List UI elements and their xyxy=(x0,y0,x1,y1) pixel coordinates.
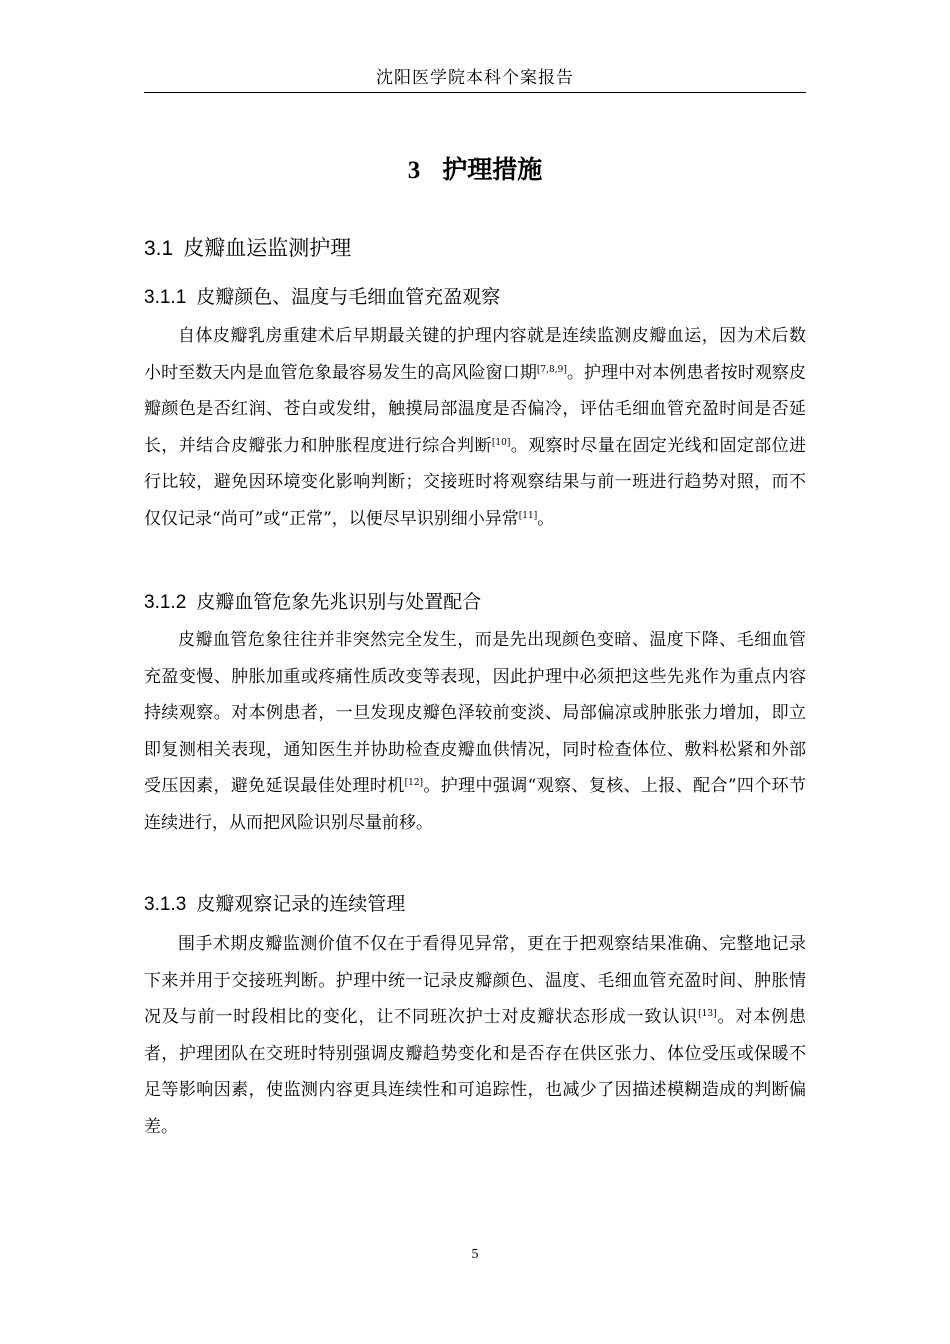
section-heading-3-1 xyxy=(144,232,351,262)
citation: [7,8,9] xyxy=(536,364,567,375)
paragraph-3-1-1: 自体皮瓣乳房重建术后早期最关键的护理内容就是连续监测皮瓣血运，因为术后数小时至数天内是血管危象最容易发生的高风险窗口期[7,8,9]。护理中对本例患者按时观察皮瓣颜色是否红润、苍白或发绀，触摸局部温度是否偏冷，评估毛细血管充盈时间是否延长，并结合皮瓣张力和肿胀程度进行综合判断[10]。观察时尽量在固定光线和固定部位进行比较，避免因环境变化影响判断；交接班时将观察结果与前一班进行趋势对照，而不仅仅记录“尚可”或“正常”，以便尽早识别细小异常[11]。 xyxy=(144,326,807,529)
header-title: 沈阳医学院本科个案报告 xyxy=(376,68,574,88)
citation: [12] xyxy=(404,778,424,789)
section-title: 皮瓣血运监测护理 xyxy=(183,236,352,260)
subsection-number: 3.1.2 xyxy=(144,592,187,613)
citation: [10] xyxy=(491,437,511,448)
page-number: 5 xyxy=(471,1247,479,1262)
subsection-title: 皮瓣颜色、温度与毛细血管充盈观察 xyxy=(196,286,501,308)
chapter-title xyxy=(0,150,950,186)
running-header xyxy=(144,64,806,93)
subsection-title: 皮瓣血管危象先兆识别与处置配合 xyxy=(196,591,482,613)
paragraph-3-1-3: 围手术期皮瓣监测价值不仅在于看得见异常，更在于把观察结果准确、完整地记录下来并用于交接班判断。护理中统一记录皮瓣颜色、温度、毛细血管充盈时间、肿胀情况及与前一时段相比的变化，让不同班次护士对皮瓣状态形成一致认识[13]。对本例患者，护理团队在交班时特别强调皮瓣趋势变化和是否存在供区张力、体位受压或保暖不足等影响因素，使监测内容更具连续性和可追踪性，也减少了因描述模糊造成的判断偏差。 xyxy=(144,934,807,1137)
subsection-number: 3.1.1 xyxy=(144,287,187,308)
subsection-number: 3.1.3 xyxy=(144,894,187,915)
subsection-heading-3-1-3 xyxy=(144,889,405,916)
chapter-number: 3 xyxy=(407,157,421,184)
subsection-title: 皮瓣观察记录的连续管理 xyxy=(196,893,406,915)
subsection-heading-3-1-1 xyxy=(144,282,500,309)
subsection-heading-3-1-2 xyxy=(144,587,481,614)
citation: [13] xyxy=(698,1009,717,1020)
citation: [11] xyxy=(518,510,538,521)
paragraph-3-1-2: 皮瓣血管危象往往并非突然完全发生，而是先出现颜色变暗、温度下降、毛细血管充盈变慢、肿胀加重或疼痛性质改变等表现，因此护理中必须把这些先兆作为重点内容持续观察。对本例患者，一旦发现皮瓣色泽较前变淡、局部偏凉或肿胀张力增加，即立即复测相关表现，通知医生并协助检查皮瓣血供情况，同时检查体位、敷料松紧和外部受压因素，避免延误最佳处理时机[12]。护理中强调“观察、复核、上报、配合”四个环节连续进行，从而把风险识别尽量前移。 xyxy=(144,630,806,833)
chapter-title-text: 护理措施 xyxy=(442,155,543,184)
section-number: 3.1 xyxy=(144,237,174,260)
